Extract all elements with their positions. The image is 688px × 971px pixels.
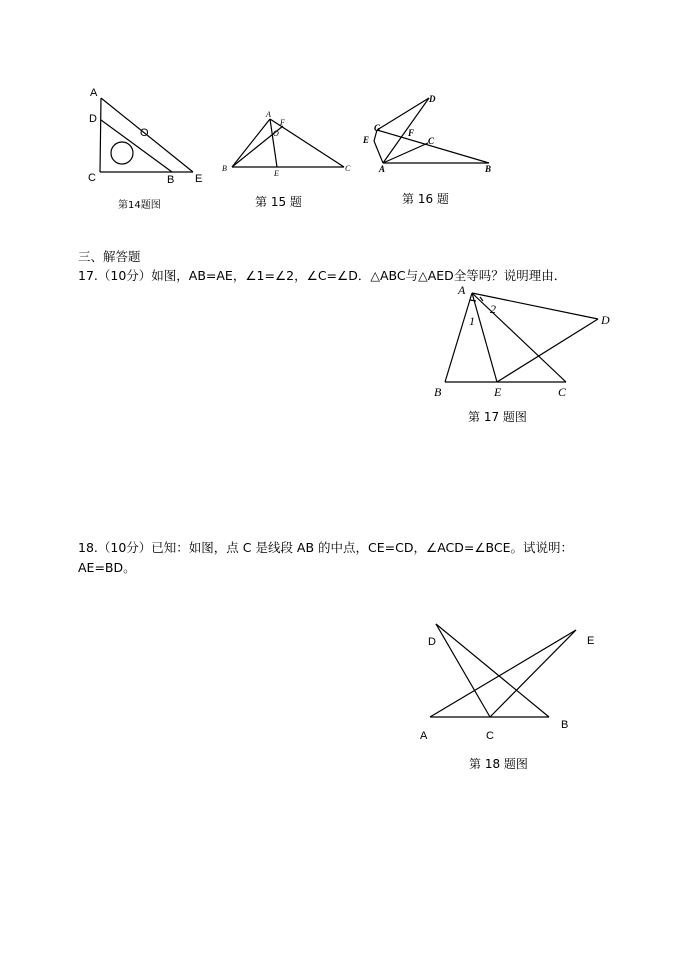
figure-17 bbox=[428, 280, 618, 405]
fig18-label-E: E bbox=[587, 635, 595, 647]
fig14-label-O: O bbox=[140, 127, 149, 139]
fig14-segment-AC bbox=[100, 98, 101, 172]
fig17-label-A: A bbox=[458, 283, 466, 297]
fig17-label-C: C bbox=[558, 385, 567, 399]
fig18-label-C: C bbox=[486, 730, 494, 742]
q18-text-line1: 18.（10分）已知：如图，点 C 是线段 AB 的中点，CE=CD，∠ACD=∠BCE。试说明： bbox=[78, 540, 574, 555]
fig16-segment-EA bbox=[374, 141, 383, 163]
fig17-angle1-arc bbox=[470, 300, 476, 301]
fig15-label-C: C bbox=[345, 164, 351, 173]
fig14-circle bbox=[111, 142, 133, 164]
fig16-label-F: F bbox=[408, 128, 415, 138]
fig17-segment-AB bbox=[445, 293, 472, 382]
fig16-label-C: C bbox=[428, 136, 435, 146]
fig16-label-E: E bbox=[363, 135, 370, 145]
fig18-label-B: B bbox=[561, 719, 569, 731]
fig14-caption: 第14题图 bbox=[118, 200, 161, 211]
q17-text: 17.（10分）如图，AB=AE，∠1=∠2，∠C=∠D．△ABC与△AED全等吗？说明理由． bbox=[78, 268, 567, 283]
fig15-segment-AB bbox=[232, 119, 270, 167]
fig15-label-E: E bbox=[274, 169, 279, 178]
fig17-caption: 第 17 题图 bbox=[468, 410, 527, 424]
fig17-label-B: B bbox=[434, 385, 442, 399]
fig15-segment-AE bbox=[270, 119, 277, 167]
fig17-label-D: D bbox=[601, 313, 610, 327]
fig16-label-D: D bbox=[429, 94, 436, 104]
fig15-label-B: B bbox=[222, 164, 227, 173]
fig15-label-O: O bbox=[273, 129, 279, 138]
figure-14 bbox=[80, 80, 220, 190]
fig14-label-A: A bbox=[90, 87, 98, 99]
fig15-label-A: A bbox=[266, 110, 271, 119]
fig16-label-B: B bbox=[485, 164, 492, 174]
fig14-label-B: B bbox=[167, 174, 175, 186]
fig15-label-F: F bbox=[280, 118, 285, 127]
fig18-label-D: D bbox=[428, 636, 436, 648]
fig16-caption: 第 16 题 bbox=[402, 192, 449, 206]
fig17-label-2: 2 bbox=[490, 302, 496, 316]
figure-15 bbox=[220, 105, 360, 185]
fig17-segment-ED bbox=[497, 319, 598, 382]
fig18-label-A: A bbox=[420, 730, 428, 742]
fig18-segment-DC bbox=[436, 624, 490, 717]
figure-18 bbox=[410, 615, 610, 750]
fig16-label-A: A bbox=[379, 164, 386, 174]
figure-16 bbox=[360, 90, 500, 180]
q18-text-line2: AE=BD。 bbox=[78, 560, 136, 575]
fig15-caption: 第 15 题 bbox=[255, 195, 302, 209]
fig17-label-1: 1 bbox=[469, 314, 475, 328]
fig16-segment-GD bbox=[377, 98, 429, 130]
fig14-label-E: E bbox=[195, 173, 203, 185]
fig14-label-D: D bbox=[89, 113, 97, 125]
fig17-label-E: E bbox=[494, 385, 502, 399]
fig14-label-C: C bbox=[88, 172, 96, 184]
fig18-caption: 第 18 题图 bbox=[469, 757, 528, 771]
fig16-label-G: G bbox=[374, 123, 381, 133]
section-heading: 三、解答题 bbox=[78, 249, 141, 264]
